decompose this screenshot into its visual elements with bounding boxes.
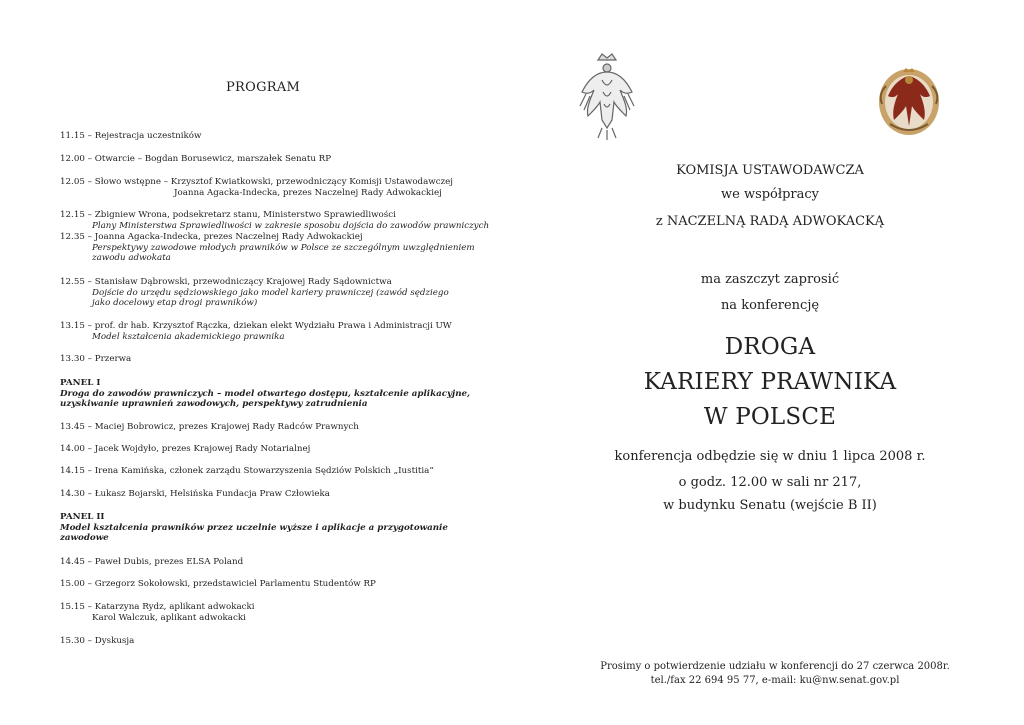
rsvp-note: Prosimy o potwierdzenie udziału w konferencji do 27 czerwca 2008r. bbox=[600, 661, 950, 672]
conference-date: konferencja odbędzie się w dniu 1 lipca 2008 r. bbox=[614, 449, 926, 464]
program-entry: 15.30 – Dyskusja bbox=[60, 636, 135, 646]
contact-info: tel./fax 22 694 95 77, e-mail: ku@nw.senat.gov.pl bbox=[650, 675, 900, 686]
program-entry: 13.15 – prof. dr hab. Krzysztof Rączka, dziekan elekt Wydziału Prawa i Administracji UW Model kształcenia akademickiego prawnika bbox=[60, 321, 452, 342]
program-entry: 15.00 – Grzegorz Sokołowski, przedstawiciel Parlamentu Studentów RP bbox=[60, 579, 376, 589]
program-entry: 13.45 – Maciej Bobrowicz, prezes Krajowej Rady Radców Prawnych bbox=[60, 422, 359, 432]
program-entry: 13.30 – Przerwa bbox=[60, 354, 132, 364]
program-entry: 11.15 – Rejestracja uczestników bbox=[60, 131, 202, 141]
program-entry: 12.15 – Zbigniew Wrona, podsekretarz stanu, Ministerstwo Sprawiedliwości Plany Ministerstwa Sprawiedliwości w zakresie sposobu dojścia do zawodów prawniczych bbox=[60, 210, 490, 231]
invite-line-2: na konferencję bbox=[720, 298, 820, 313]
panel-2 bbox=[60, 512, 490, 544]
panel-1-topic: Droga do zawodów prawniczych – model otwartego dostępu, kształcenie aplikacyjne, uzyskiwanie uprawnień zawodowych, perspektywy zatrudnienia bbox=[60, 388, 471, 410]
conference-title-line-2: KARIERY PRAWNIKA bbox=[643, 369, 897, 395]
program-entry: 12.00 – Otwarcie – Bogdan Borusewicz, marszałek Senatu RP bbox=[60, 154, 332, 164]
organizer-2: z NACZELNĄ RADĄ ADWOKACKĄ bbox=[655, 214, 885, 229]
invite-line-1: ma zaszczyt zaprosić bbox=[700, 272, 840, 287]
panel-1-label: PANEL I bbox=[60, 378, 101, 388]
program-entry: 12.55 – Stanisław Dąbrowski, przewodniczący Krajowej Rady Sądownictwa Dojście do urzędu sędziowskiego jako model kariery prawniczej (zawód sędziego jako docelowy etap drogi prawników) bbox=[60, 277, 449, 309]
senate-eagle-emblem bbox=[576, 50, 638, 142]
panel-1 bbox=[60, 378, 490, 410]
program-entry: 12.05 – Słowo wstępne – Krzysztof Kwiatkowski, przewodniczący Komisji Ustawodawczej Joanna Agacka-Indecka, prezes Naczelnej Rady Adwokackiej bbox=[60, 177, 454, 198]
conference-venue: w budynku Senatu (wejście B II) bbox=[663, 498, 877, 513]
panel-2-topic: Model kształcenia prawników przez uczelnie wyższe i aplikacje a przygotowanie zawodowe bbox=[60, 522, 448, 544]
program-entry: 14.30 – Łukasz Bojarski, Helsińska Fundacja Praw Człowieka bbox=[60, 489, 330, 499]
program-entry: 12.35 – Joanna Agacka-Indecka, prezes Naczelnej Rady Adwokackiej Perspektywy zawodowe młodych prawników w Polsce ze szczególnym uwzględnieniem zawodu adwokata bbox=[60, 232, 475, 264]
program-title: PROGRAM bbox=[226, 80, 301, 95]
bar-council-eagle-emblem bbox=[876, 64, 942, 138]
organizer-1: KOMISJA USTAWODAWCZA bbox=[676, 163, 864, 178]
conference-title-line-1: DROGA bbox=[724, 334, 816, 360]
program-entry: 14.15 – Irena Kamińska, członek zarządu Stowarzyszenia Sędziów Polskich „Iustitia” bbox=[60, 466, 434, 476]
program-entry: 15.15 – Katarzyna Rydz, aplikant adwokacki Karol Walczuk, aplikant adwokacki bbox=[60, 602, 255, 623]
panel-2-label: PANEL II bbox=[60, 512, 105, 522]
conference-time-room: o godz. 12.00 w sali nr 217, bbox=[678, 475, 862, 490]
conference-title-line-3: W POLSCE bbox=[703, 404, 837, 430]
organizer-join: we współpracy bbox=[720, 187, 820, 202]
program-entry: 14.00 – Jacek Wojdyło, prezes Krajowej Rady Notarialnej bbox=[60, 444, 311, 454]
program-entry: 14.45 – Paweł Dubis, prezes ELSA Poland bbox=[60, 557, 244, 567]
